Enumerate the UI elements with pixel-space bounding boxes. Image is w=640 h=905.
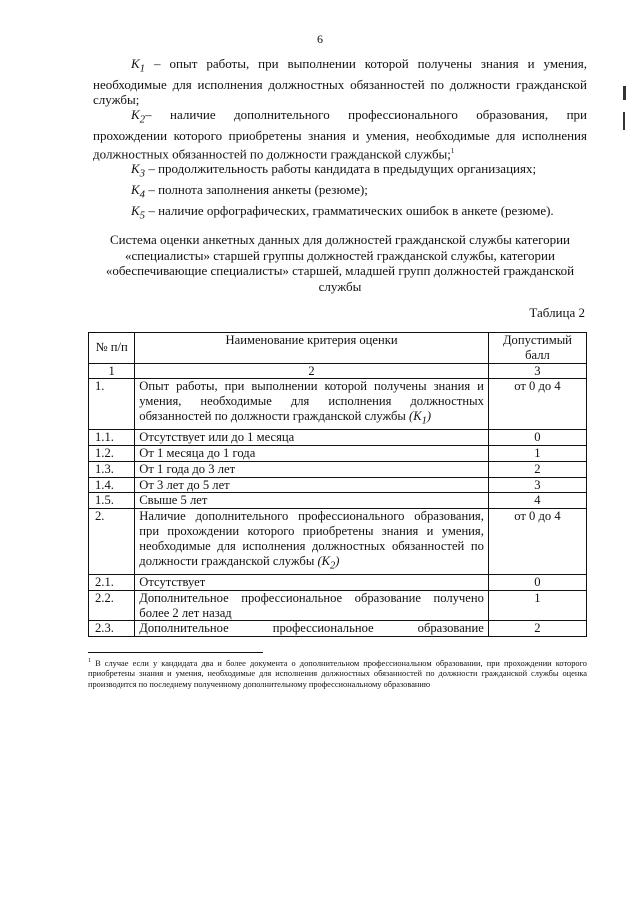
table-row (89, 446, 587, 462)
row-num: 1.2. (89, 446, 135, 462)
row-name: Отсутствует (135, 574, 489, 590)
row-score: от 0 до 4 (488, 509, 586, 575)
row-score: 0 (488, 574, 586, 590)
table-row (89, 574, 587, 590)
column-index: 2 (135, 363, 489, 379)
column-index: 1 (89, 363, 135, 379)
row-num: 2. (89, 509, 135, 575)
table-row (89, 379, 587, 430)
criteria-definitions (93, 56, 587, 224)
row-name: Отсутствует или до 1 месяца (135, 430, 489, 446)
row-num: 1.5. (89, 493, 135, 509)
row-name: Дополнительное профессиональное образование (135, 621, 489, 637)
definition-text: – опыт работы, при выполнении которой получены знания и умения, необходимые для исполнения должностных обязанностей по должности гражданской службы; (93, 56, 587, 108)
scan-margin-mark (623, 86, 626, 100)
table-row (89, 461, 587, 477)
definition-k4 (93, 182, 587, 203)
row-num: 2.1. (89, 574, 135, 590)
row-score: от 0 до 4 (488, 379, 586, 430)
row-name: От 1 года до 3 лет (135, 461, 489, 477)
row-num: 2.2. (89, 590, 135, 621)
header-num: № п/п (89, 333, 135, 364)
table-row (89, 509, 587, 575)
row-num: 2.3. (89, 621, 135, 637)
row-score: 3 (488, 477, 586, 493)
definition-k2 (93, 107, 587, 161)
footnote-marker: 1 (88, 658, 91, 664)
scan-margin-mark (623, 112, 625, 130)
evaluation-table (88, 332, 587, 637)
row-num: 1.4. (89, 477, 135, 493)
definition-k3 (93, 161, 587, 182)
row-name: Дополнительное профессиональное образование получено более 2 лет назад (135, 590, 489, 621)
row-score: 1 (488, 590, 586, 621)
row-name: Наличие дополнительного профессионального образования, при прохождении которого приобретены знания и умения, необходимые для исполнения должностных обязанностей по должности гражданской службы $(K_2)$ (135, 509, 489, 575)
row-name: Свыше 5 лет (135, 493, 489, 509)
definition-k5 (93, 203, 587, 224)
definition-text: – наличие дополнительного профессионального образования, при прохождении которого приобретены знания и умения, необходимые для исполнения должностных обязанностей по должности гражданской службы; (93, 107, 587, 161)
criterion-code: $K_1$ (131, 56, 146, 75)
row-score: 1 (488, 446, 586, 462)
footnote-text: В случае если у кандидата два и более документа о дополнительном профессиональном образовании, при прохождении которого приобретены знания и умения, необходимые для исполнения должностных обязанностей по должности гражданской службы оценка производится по последнему полученному дополнительному профессиональному образованию (88, 658, 587, 689)
table-row (89, 590, 587, 621)
page-number: 6 (317, 32, 323, 46)
row-name: От 1 месяца до 1 года (135, 446, 489, 462)
table-row (89, 621, 587, 637)
header-score: Допустимый балл (488, 333, 586, 364)
header-name: Наименование критерия оценки (135, 333, 489, 364)
row-num: 1.1. (89, 430, 135, 446)
row-name: Опыт работы, при выполнении которой получены знания и умения, необходимые для исполнения должностных обязанностей по должности гражданской службы $(K_1)$ (135, 379, 489, 430)
footnote-reference[interactable]: 1 (450, 146, 455, 155)
criterion-code: $(K_2)$ (317, 553, 340, 572)
row-num: 1. (89, 379, 135, 430)
section-title: Система оценки анкетных данных для должностей гражданской службы категории «специалисты» старшей группы должностей гражданской службы, категории «обеспечивающие специалисты» старшей, младшей групп должностей гражданской службы (105, 232, 575, 294)
table-header-row (89, 333, 587, 364)
definition-k1 (93, 56, 587, 107)
criterion-code: $(K_1)$ (409, 408, 432, 427)
column-index-row (89, 363, 587, 379)
table-row (89, 493, 587, 509)
criterion-code: $K_3$ (131, 161, 146, 180)
definition-text: – наличие орфографических, грамматических ошибок в анкете (резюме). (145, 203, 554, 219)
table-row (89, 430, 587, 446)
footnote-divider (88, 652, 263, 653)
row-score: 2 (488, 461, 586, 477)
criterion-code: $K_4$ (131, 182, 146, 201)
definition-text: – полнота заполнения анкеты (резюме); (145, 182, 368, 198)
criterion-code: $K_5$ (131, 203, 146, 222)
row-name: От 3 лет до 5 лет (135, 477, 489, 493)
column-index: 3 (488, 363, 586, 379)
criterion-code: $K_2$ (131, 107, 146, 127)
row-score: 2 (488, 621, 586, 637)
row-score: 4 (488, 493, 586, 509)
footnote (88, 656, 587, 691)
row-num: 1.3. (89, 461, 135, 477)
table-label: Таблица 2 (529, 305, 585, 320)
row-score: 0 (488, 430, 586, 446)
definition-text: – продолжительность работы кандидата в предыдущих организациях; (145, 161, 537, 177)
table-row (89, 477, 587, 493)
